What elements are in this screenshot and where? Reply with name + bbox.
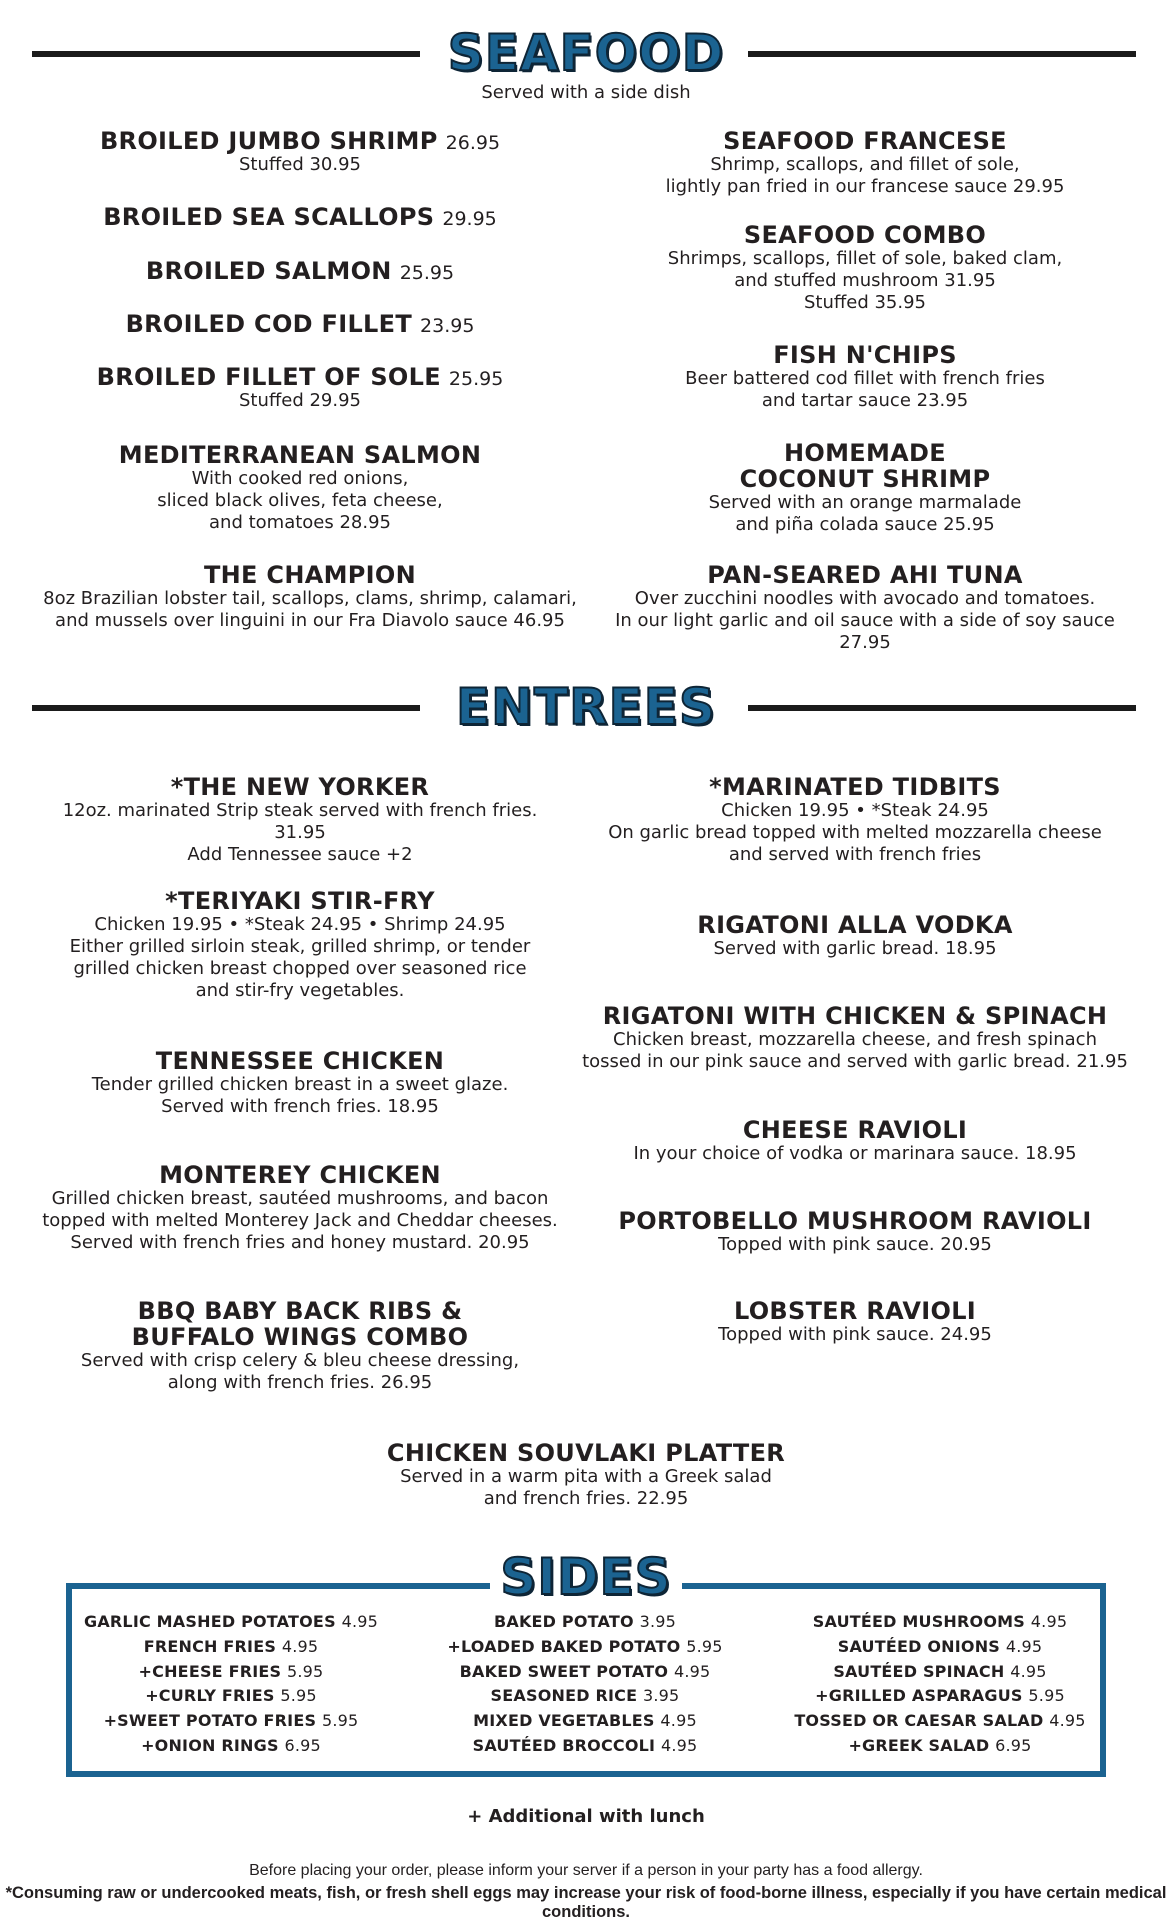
item-desc: and french fries. 22.95 — [483, 1488, 689, 1509]
side-item — [780, 1709, 1100, 1734]
item-desc: Tender grilled chicken breast in a sweet glaze. — [91, 1074, 509, 1095]
sides-column — [76, 1610, 386, 1759]
menu-item — [70, 364, 530, 412]
side-item — [780, 1734, 1100, 1759]
side-item — [780, 1635, 1100, 1660]
side-price: 4.95 — [1005, 1636, 1043, 1656]
seafood-subtitle: Served with a side dish — [481, 82, 691, 103]
item-desc: Served with french fries. 18.95 — [161, 1096, 439, 1117]
menu-item — [336, 1440, 836, 1510]
side-name: BAKED POTATO — [493, 1612, 634, 1631]
item-name: THE CHAMPION — [204, 561, 416, 589]
item-name: *MARINATED TIDBITS — [709, 773, 1001, 801]
side-name: SAUTÉED SPINACH — [833, 1661, 1005, 1681]
item-name: CHICKEN SOUVLAKI PLATTER — [386, 1439, 786, 1467]
item-price: 29.95 — [442, 208, 497, 230]
side-price: 5.95 — [1028, 1686, 1065, 1706]
menu-item — [600, 1298, 1110, 1346]
menu-item — [70, 204, 530, 230]
item-name: BROILED COD FILLET — [125, 310, 413, 338]
entrees-header — [0, 678, 1172, 738]
item-desc: Shrimp, scallops, and fillet of sole, — [710, 154, 1020, 175]
side-item — [780, 1684, 1100, 1709]
entrees-title: ENTREES — [456, 678, 716, 736]
side-price: 3.95 — [643, 1686, 680, 1706]
sides-title: SIDES — [500, 1548, 672, 1606]
menu-item — [30, 1162, 570, 1254]
side-price: 3.95 — [639, 1612, 677, 1631]
item-desc: Add Tennessee sauce +2 — [187, 844, 413, 865]
item-desc: On garlic bread topped with melted mozzarella cheese — [608, 822, 1102, 843]
item-desc: Served with an orange marmalade — [708, 492, 1022, 513]
menu-item — [70, 128, 530, 176]
side-item — [780, 1660, 1100, 1685]
menu-item — [40, 1298, 560, 1394]
side-name: SAUTÉED MUSHROOMS — [812, 1612, 1025, 1631]
sides-column — [780, 1610, 1100, 1759]
side-name: +SWEET POTATO FRIES — [103, 1711, 317, 1731]
item-name: MEDITERRANEAN SALMON — [118, 441, 482, 469]
side-name: FRENCH FRIES — [143, 1636, 277, 1656]
item-desc: and piña colada sauce 25.95 — [735, 514, 995, 535]
menu-item — [70, 311, 530, 337]
item-desc: lightly pan fried in our francese sauce 29.95 — [665, 176, 1065, 197]
item-desc: and tartar sauce 23.95 — [761, 390, 969, 411]
side-price: 4.95 — [1030, 1612, 1068, 1631]
menu-item — [610, 342, 1120, 412]
item-desc: tossed in our pink sauce and served with garlic bread. 21.95 — [582, 1051, 1128, 1072]
item-name: RIGATONI WITH CHICKEN & SPINACH — [602, 1002, 1108, 1030]
item-name-line2: COCONUT SHRIMP — [739, 465, 991, 493]
item-desc: Chicken breast, mozzarella cheese, and fresh spinach — [613, 1029, 1097, 1050]
menu-item — [70, 442, 530, 534]
side-price: 4.95 — [660, 1735, 698, 1755]
side-name: GARLIC MASHED POTATOES — [83, 1612, 336, 1631]
item-desc: Chicken 19.95 • *Steak 24.95 • Shrimp 24.95 — [94, 914, 506, 935]
item-desc: Grilled chicken breast, sautéed mushrooms, and bacon — [51, 1188, 549, 1209]
item-desc: Stuffed 35.95 — [803, 292, 927, 313]
menu-item — [600, 1208, 1110, 1256]
side-price: 6.95 — [995, 1735, 1032, 1755]
item-name: MONTEREY CHICKEN — [159, 1161, 441, 1189]
item-desc: Stuffed 29.95 — [238, 390, 362, 411]
item-desc: Served with crisp celery & bleu cheese dressing, — [80, 1350, 520, 1371]
item-name: BROILED JUMBO SHRIMP — [99, 127, 438, 155]
item-price: 25.95 — [399, 262, 455, 284]
item-desc: 8oz Brazilian lobster tail, scallops, clams, shrimp, calamari, — [43, 588, 577, 609]
item-desc: and served with french fries — [728, 844, 982, 865]
item-desc: Either grilled sirloin steak, grilled shrimp, or tender — [69, 936, 531, 957]
side-item — [430, 1660, 740, 1685]
side-item — [76, 1660, 386, 1685]
item-name: *TERIYAKI STIR-FRY — [165, 887, 435, 915]
item-desc: Beer battered cod fillet with french fries — [685, 368, 1045, 389]
item-desc: grilled chicken breast chopped over seasoned rice — [73, 958, 527, 979]
side-item — [430, 1684, 740, 1709]
menu-item — [600, 1117, 1110, 1165]
item-desc: Over zucchini noodles with avocado and tomatoes. — [634, 588, 1096, 609]
side-item — [430, 1734, 740, 1759]
item-desc: sliced black olives, feta cheese, — [157, 490, 443, 511]
item-desc: Stuffed 30.95 — [238, 154, 362, 175]
side-item — [780, 1610, 1100, 1635]
side-price: 4.95 — [660, 1711, 697, 1731]
item-name: *THE NEW YORKER — [170, 773, 430, 801]
side-name: +CHEESE FRIES — [138, 1661, 282, 1681]
item-desc: and mussels over linguini in our Fra Diavolo sauce 46.95 — [55, 610, 565, 631]
item-name: HOMEMADE — [784, 439, 946, 467]
allergy-notice: Before placing your order, please inform your server if a person in your party has a food allergy. — [249, 1862, 923, 1879]
side-name: +CURLY FRIES — [145, 1686, 275, 1706]
side-item — [76, 1684, 386, 1709]
side-price: 4.95 — [673, 1661, 711, 1681]
item-name: SEAFOOD FRANCESE — [723, 127, 1007, 155]
item-name: BROILED SALMON — [145, 257, 392, 285]
item-name: TENNESSEE CHICKEN — [155, 1047, 445, 1075]
side-price: 4.95 — [1049, 1711, 1086, 1731]
menu-item — [600, 774, 1110, 866]
item-desc: and tomatoes 28.95 — [209, 512, 391, 533]
menu-item — [40, 888, 560, 1002]
item-desc: and stir-fry vegetables. — [195, 980, 405, 1001]
item-name: BROILED SEA SCALLOPS — [103, 203, 435, 231]
menu-item — [590, 562, 1140, 654]
side-item — [76, 1610, 386, 1635]
item-price: 26.95 — [445, 132, 501, 154]
item-desc: Topped with pink sauce. 24.95 — [718, 1324, 992, 1345]
item-name: FISH N'CHIPS — [773, 341, 957, 369]
item-desc: In our light garlic and oil sauce with a side of soy sauce 27.95 — [615, 610, 1115, 653]
consumption-warning: *Consuming raw or undercooked meats, fish, or fresh shell eggs may increase your risk of food-borne illness, especially if you have certain medical conditions. — [5, 1884, 1167, 1920]
side-price: 4.95 — [1010, 1661, 1047, 1681]
side-item — [76, 1635, 386, 1660]
item-name-line2: BUFFALO WINGS COMBO — [131, 1323, 469, 1351]
side-name: +LOADED BAKED POTATO — [447, 1636, 681, 1656]
item-desc: Shrimps, scallops, fillet of sole, baked clam, — [667, 248, 1063, 269]
seafood-title: SEAFOOD — [447, 24, 725, 82]
side-price: 6.95 — [284, 1735, 321, 1755]
menu-item — [610, 128, 1120, 198]
item-desc: With cooked red onions, — [191, 468, 409, 489]
seafood-header — [0, 24, 1172, 84]
side-name: +GREEK SALAD — [848, 1735, 990, 1755]
side-price: 4.95 — [281, 1636, 319, 1656]
item-desc: 12oz. marinated Strip steak served with french fries. 31.95 — [62, 800, 538, 843]
item-desc: Served with french fries and honey mustard. 20.95 — [70, 1232, 530, 1253]
side-name: MIXED VEGETABLES — [473, 1711, 655, 1731]
side-name: SEASONED RICE — [490, 1686, 638, 1706]
side-name: TOSSED OR CAESAR SALAD — [794, 1711, 1044, 1731]
item-name: RIGATONI ALLA VODKA — [697, 911, 1013, 939]
item-desc: topped with melted Monterey Jack and Cheddar cheeses. — [42, 1210, 558, 1231]
side-item — [76, 1734, 386, 1759]
side-item — [430, 1610, 740, 1635]
side-price: 5.95 — [280, 1686, 317, 1706]
side-name: SAUTÉED BROCCOLI — [472, 1735, 656, 1755]
item-name: PORTOBELLO MUSHROOM RAVIOLI — [618, 1207, 1092, 1235]
menu-item — [40, 1048, 560, 1118]
item-name: SEAFOOD COMBO — [743, 221, 987, 249]
item-name: PAN-SEARED AHI TUNA — [707, 561, 1023, 589]
item-desc: along with french fries. 26.95 — [167, 1372, 433, 1393]
side-item — [430, 1709, 740, 1734]
item-name: LOBSTER RAVIOLI — [733, 1297, 977, 1325]
side-name: +ONION RINGS — [141, 1735, 279, 1755]
item-desc: Served in a warm pita with a Greek salad — [400, 1466, 772, 1487]
item-desc: In your choice of vodka or marinara sauce. 18.95 — [633, 1143, 1077, 1164]
menu-item — [600, 912, 1110, 960]
menu-item — [70, 258, 530, 284]
menu-item — [580, 1003, 1130, 1073]
item-desc: and stuffed mushroom 31.95 — [734, 270, 996, 291]
item-name: CHEESE RAVIOLI — [742, 1116, 968, 1144]
item-price: 25.95 — [448, 368, 504, 390]
side-name: +GRILLED ASPARAGUS — [815, 1686, 1023, 1706]
item-desc: Served with garlic bread. 18.95 — [713, 938, 997, 959]
side-price: 5.95 — [686, 1636, 723, 1656]
item-desc: Topped with pink sauce. 20.95 — [718, 1234, 992, 1255]
menu-item — [40, 774, 560, 866]
side-item — [76, 1709, 386, 1734]
menu-item — [610, 222, 1120, 314]
item-name: BBQ BABY BACK RIBS & — [137, 1297, 463, 1325]
side-item — [430, 1635, 740, 1660]
side-price: 5.95 — [287, 1661, 324, 1681]
additional-lunch-note: + Additional with lunch — [467, 1806, 705, 1827]
menu-item — [40, 562, 580, 632]
item-desc: Chicken 19.95 • *Steak 24.95 — [721, 800, 989, 821]
side-price: 4.95 — [341, 1612, 379, 1631]
side-name: SAUTÉED ONIONS — [837, 1636, 1001, 1656]
side-price: 5.95 — [321, 1711, 359, 1731]
side-name: BAKED SWEET POTATO — [459, 1661, 669, 1681]
sides-column — [430, 1610, 740, 1759]
item-price: 23.95 — [420, 315, 475, 337]
item-name: BROILED FILLET OF SOLE — [96, 363, 441, 391]
menu-item — [610, 440, 1120, 536]
